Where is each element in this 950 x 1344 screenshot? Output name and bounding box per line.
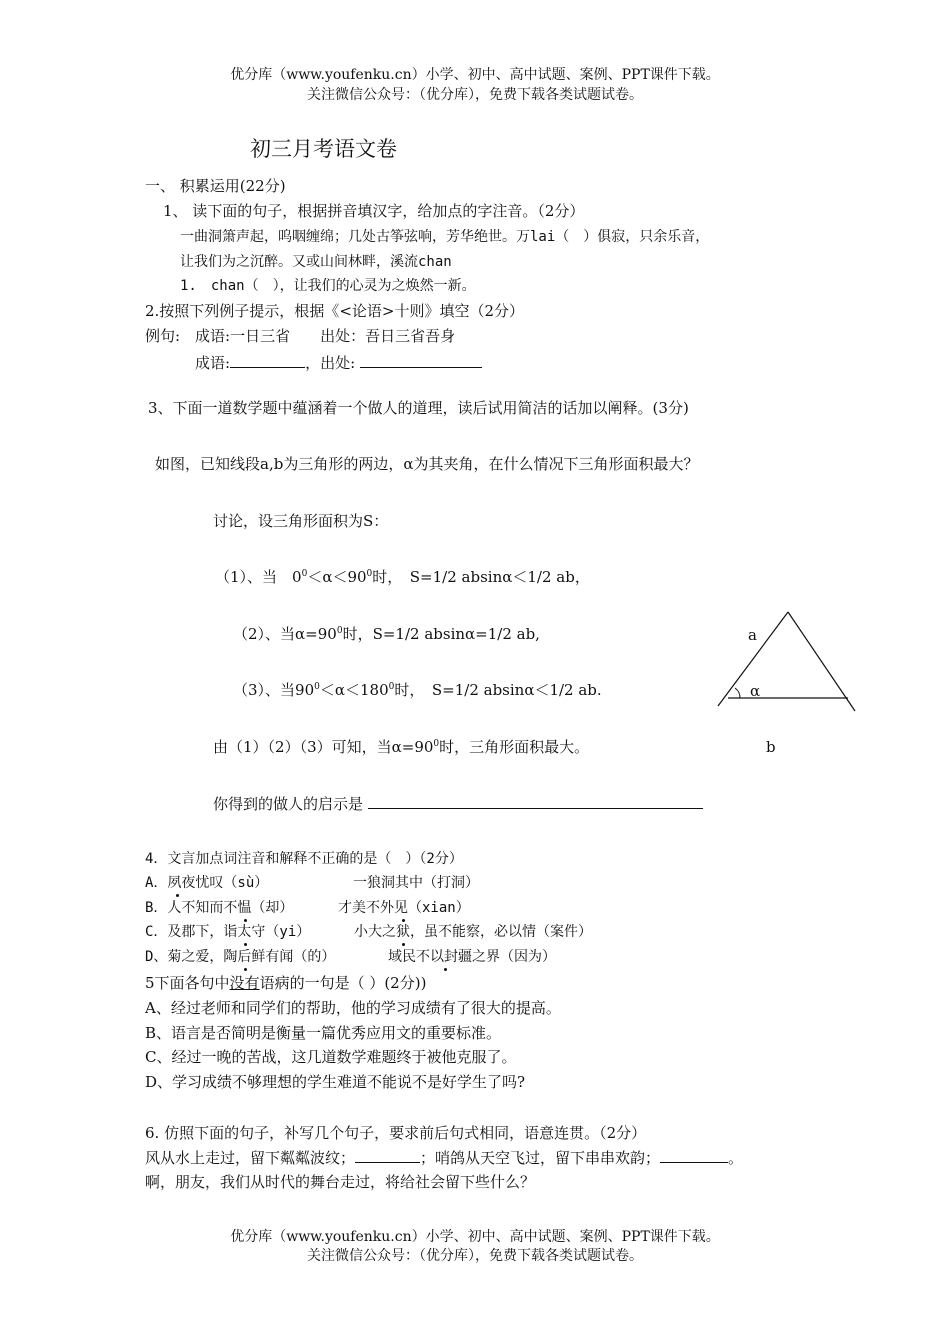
page-title: 初三月考语文卷 [250, 137, 397, 161]
q3-problem: 如图，已知线段a,b为三角形的两边，α为其夹角，在什么情况下三角形面积最大？ [155, 455, 699, 473]
q4-option-d-left: D、菊之爱，陶后鲜有闻（的） [145, 949, 336, 965]
q4-option-c-right: 小大之狱，虽不能察，必以情（案件） [354, 924, 592, 940]
emphasis-dot [244, 943, 247, 946]
side-right-line [788, 612, 855, 711]
q3-stem: 3、下面一道数学题中蕴涵着一个做人的道理，读后试用简洁的话加以阐释。(3分) [148, 399, 689, 417]
triangle-figure [700, 600, 870, 770]
q2-idiom-blank[interactable] [230, 353, 305, 368]
emphasis-dot [244, 919, 247, 922]
q3-insight-label: 你得到的做人的启示是 [213, 795, 364, 813]
q1-stem: 1、 读下面的句子，根据拼音填汉字，给加点的字注音。（2分） [163, 202, 585, 220]
q1-line-2: 让我们为之沉醉。又或山间林畔，溪流chan [180, 254, 452, 270]
q5-option-b: B、语言是否简明是衡量一篇优秀应用文的重要标准。 [145, 1024, 502, 1042]
emphasis-dot [176, 894, 179, 897]
header-line-1: 优分库（www.youfenku.cn）小学、初中、高中试题、案例、PPT课件下载。 [230, 67, 720, 83]
q3-case-2: （2）、当$\alpha=90^0$时，S=1/2 absinα=1/2 ab, [233, 625, 540, 643]
q3-case-3: （3）、当$90^0<\alpha<180^0$时， S=1/2 absinα＜1/2 ab. [233, 681, 602, 699]
q3-insight [213, 794, 703, 815]
q2-source-blank[interactable] [360, 353, 482, 368]
q4-stem: 4．文言加点词注音和解释不正确的是（ ）（2分） [145, 851, 463, 867]
q6-blank-2[interactable] [660, 1148, 728, 1163]
figure-label-b: b [766, 738, 776, 756]
q3-conclusion: 由（1）（2）（3）可知，当$\alpha=90^0$时，三角形面积最大。 [213, 738, 590, 756]
q5-option-a: A、经过老师和同学们的帮助，他的学习成绩有了很大的提高。 [145, 999, 561, 1017]
q5-underlined-word: 没有 [229, 974, 260, 992]
footer-line-1: 优分库（www.youfenku.cn）小学、初中、高中试题、案例、PPT课件下载。 [230, 1229, 720, 1245]
section-heading: 一、 积累运用(22分) [145, 177, 286, 195]
figure-label-a: a [748, 626, 757, 644]
q5-stem: 5下面各句中没有语病的一句是（ ）(2分)) [145, 974, 427, 992]
q3-insight-blank[interactable] [368, 794, 703, 809]
emphasis-dot [444, 968, 447, 971]
q4-option-d-right: 域民不以封疆之界（因为） [388, 949, 556, 965]
footer-line-2: 关注微信公众号：（优分库），免费下载各类试题试卷。 [307, 1248, 643, 1264]
q6-blank-1[interactable] [355, 1148, 420, 1163]
q2-example: 例句: 成语:一日三省 出处：吾日三省吾身 [145, 327, 456, 345]
emphasis-dot [244, 968, 247, 971]
q6-stem: 6. 仿照下面的句子，补写几个句子，要求前后句式相同，语意连贯。（2分） [145, 1124, 647, 1142]
q1-line-1: 一曲洞箫声起，呜咽缠绵；几处古筝弦响，芳华绝世。万lai（ ）俱寂，只余乐音， [180, 229, 710, 245]
q4-option-c-left: C．及郡下，诣太守（yi） [145, 924, 311, 940]
q5-option-d: D、学习成绩不够理想的学生难道不能说不是好学生了吗? [145, 1073, 526, 1091]
q5-option-c: C、经过一晚的苦战，这几道数学难题终于被他克服了。 [145, 1048, 517, 1066]
q2-stem: 2.按照下列例子提示，根据《<论语>十则》填空（2分） [145, 302, 524, 320]
q6-line-1: 风从水上走过，留下粼粼波纹； ；哨鸽从天空飞过，留下串串欢韵； 。 [145, 1149, 744, 1167]
q4-option-a-left: A．夙夜忧叹（sù） [145, 875, 269, 891]
header-line-2: 关注微信公众号：（优分库），免费下载各类试题试卷。 [307, 87, 643, 103]
q2-idiom-label: 成语: [195, 354, 231, 372]
q4-option-b-left: B．人不知而不愠（却） [145, 900, 294, 916]
q4-option-a-right: 一狼洞其中（打洞） [353, 875, 479, 891]
q1-line-3: 1. chan（ ），让我们的心灵为之焕然一新。 [180, 278, 476, 294]
figure-label-alpha: α [750, 682, 761, 700]
q2-source-label: ，出处: [305, 354, 356, 372]
emphasis-dot [402, 919, 405, 922]
emphasis-dot [402, 943, 405, 946]
q2-answer [195, 353, 482, 374]
q6-line-2: 啊，朋友，我们从时代的舞台走过，将给社会留下些什么？ [145, 1173, 536, 1191]
q4-option-b-right: 才美不外见（xian） [338, 900, 470, 916]
q3-case-1: （1）、当 $0^0<\alpha<90^0$时， S=1/2 absinα＜1/2 ab， [215, 568, 590, 586]
q3-discuss: 讨论，设三角形面积为S： [213, 512, 389, 530]
angle-arc [735, 688, 740, 698]
